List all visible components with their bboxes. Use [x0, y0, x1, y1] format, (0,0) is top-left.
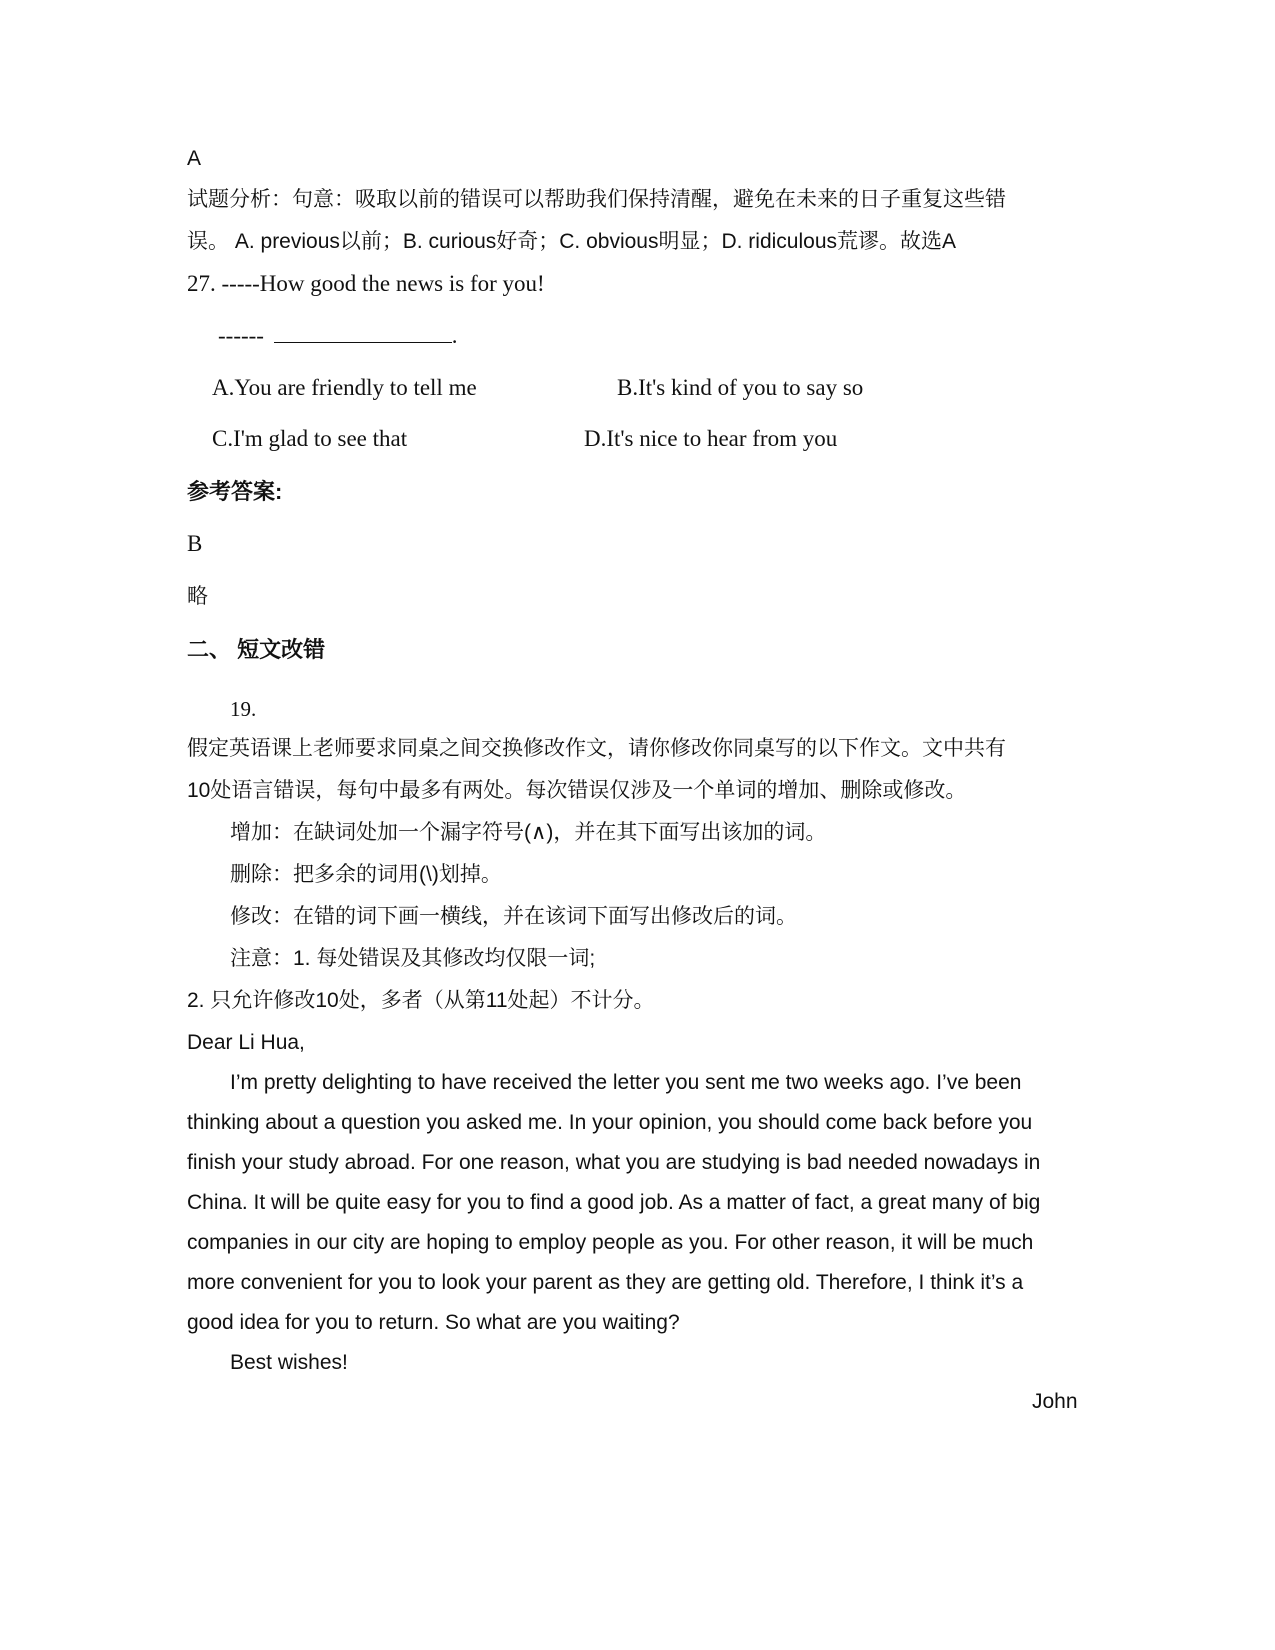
- answer-note: 略: [187, 585, 208, 608]
- note-1: 注意：1. 每处错误及其修改均仅限一词;: [230, 947, 596, 970]
- note-2: 2. 只允许修改10处，多者（从第11处起）不计分。: [187, 989, 655, 1012]
- letter-line: I’m pretty delighting to have received the letter you sent me two weeks ago. I’ve been: [230, 1071, 1022, 1094]
- instruction-line1: 假定英语课上老师要求同桌之间交换修改作文，请你修改你同桌写的以下作文。文中共有: [187, 737, 1006, 760]
- rule-add: 增加：在缺词处加一个漏字符号(∧)，并在其下面写出该加的词。: [230, 821, 827, 844]
- letter-greeting: Dear Li Hua,: [187, 1031, 305, 1054]
- q27-stem: 27. -----How good the news is for you!: [187, 271, 545, 296]
- letter-line: companies in our city are hoping to employ people as you. For other reason, it will be much: [187, 1231, 1034, 1254]
- letter-line: finish your study abroad. For one reason, what you are studying is bad needed nowadays in: [187, 1151, 1041, 1174]
- option-d: D.It's nice to hear from you: [584, 426, 838, 451]
- letter-line: China. It will be quite easy for you to find a good job. As a matter of fact, a great many of big: [187, 1191, 1041, 1214]
- q27-reply-prefix: ------: [218, 323, 264, 348]
- answer-blank: [274, 324, 452, 343]
- option-c: C.I'm glad to see that: [212, 426, 408, 451]
- prev-answer: A: [187, 147, 202, 170]
- option-a: A.You are friendly to tell me: [212, 375, 477, 400]
- letter-line: good idea for you to return. So what are you waiting?: [187, 1311, 680, 1334]
- q27-reply: [218, 324, 457, 347]
- prev-analysis-line2: 误。 A. previous以前；B. curious好奇；C. obvious明显；D. ridiculous荒谬。故选A: [187, 230, 957, 253]
- prev-analysis-line1: 试题分析：句意：吸取以前的错误可以帮助我们保持清醒，避免在未来的日子重复这些错: [187, 188, 1006, 211]
- letter-signature: John: [1032, 1390, 1078, 1413]
- q27-reply-suffix: .: [451, 323, 458, 348]
- rule-modify: 修改：在错的词下画一横线，并在该词下面写出修改后的词。: [230, 905, 797, 928]
- section-title: 二、 短文改错: [187, 637, 326, 662]
- question-number: 19.: [230, 697, 257, 721]
- reference-answer-heading: 参考答案:: [187, 479, 283, 504]
- letter-line: thinking about a question you asked me. In your opinion, you should come back before you: [187, 1111, 1033, 1134]
- option-b: B.It's kind of you to say so: [617, 375, 864, 400]
- reference-answer: B: [187, 531, 203, 556]
- rule-delete: 删除：把多余的词用(\)划掉。: [230, 863, 502, 886]
- instruction-line2: 10处语言错误，每句中最多有两处。每次错误仅涉及一个单词的增加、删除或修改。: [187, 779, 967, 802]
- letter-closing: Best wishes!: [230, 1351, 348, 1374]
- letter-line: more convenient for you to look your parent as they are getting old. Therefore, I think it’s a: [187, 1271, 1024, 1294]
